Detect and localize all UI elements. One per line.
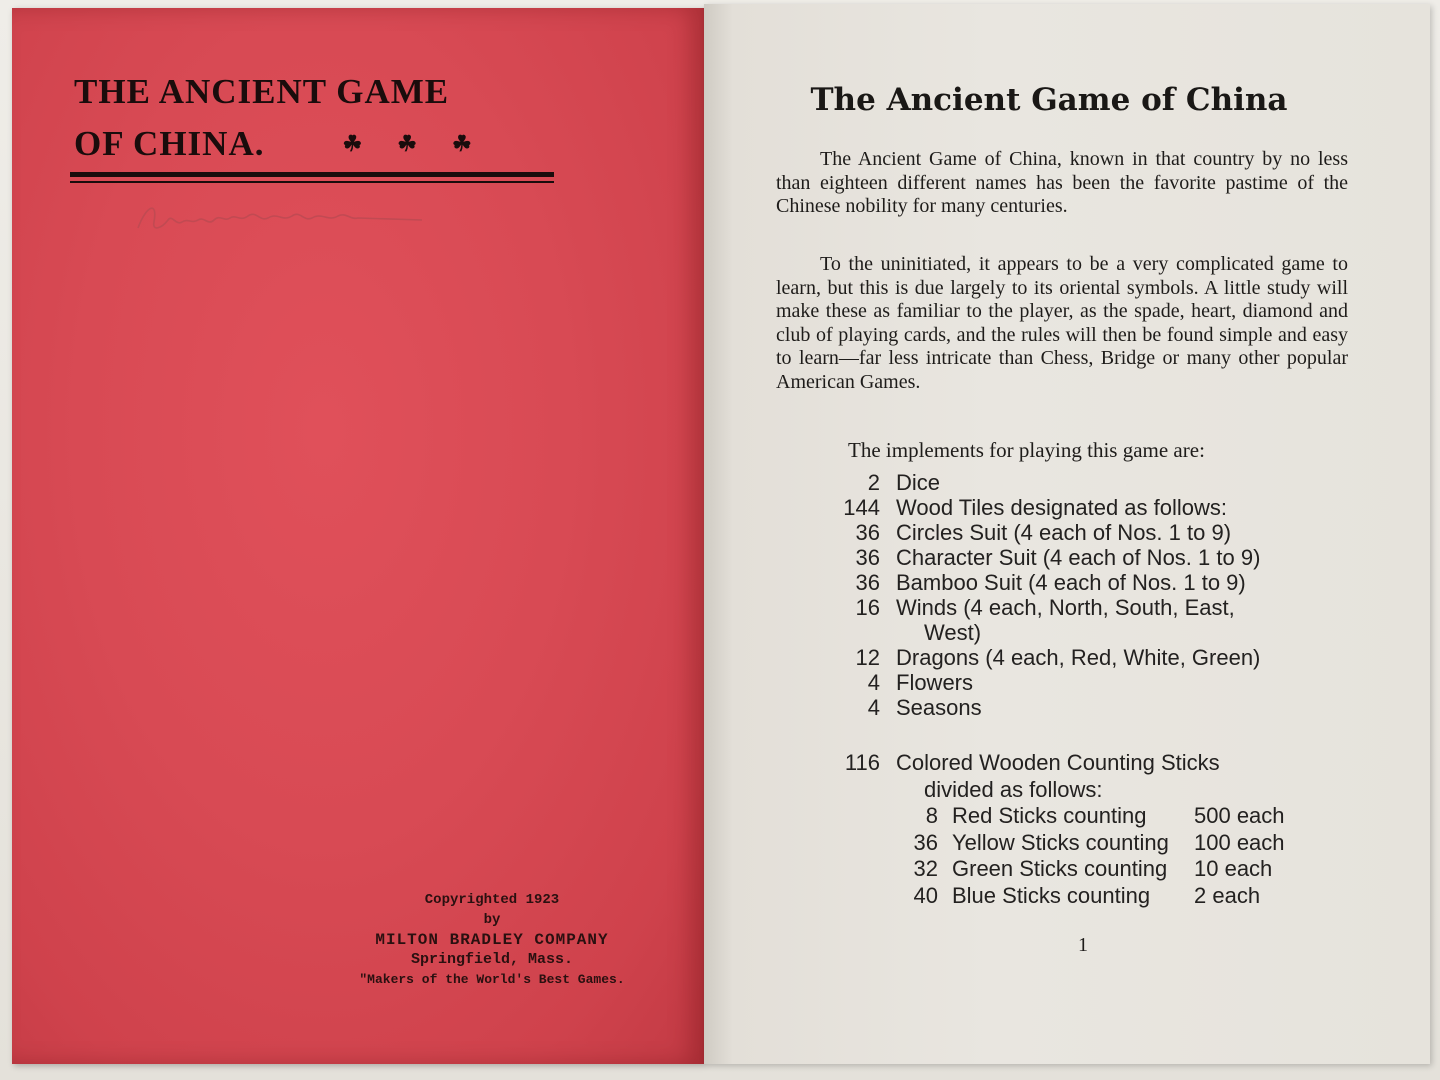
stick-label: Yellow Sticks counting: [952, 829, 1169, 855]
item-text: Circles Suit (4 each of Nos. 1 to 9): [896, 520, 1232, 545]
list-item: [842, 750, 1285, 777]
shamrock-ornament-icon: ☘: [451, 131, 473, 156]
cover-title-line1: THE ANCIENT GAME: [74, 72, 450, 111]
stick-row: [892, 856, 1285, 883]
item-text: divided as follows:: [924, 776, 1103, 802]
stick-value: 2 each: [1194, 882, 1261, 908]
item-count: [842, 777, 880, 804]
stick-count: 40: [913, 882, 938, 908]
shamrock-ornament-icon: ☘: [397, 131, 418, 156]
text-page: [704, 4, 1430, 1064]
title-rule-thick: [70, 172, 554, 177]
list-item-continuation: [842, 777, 1285, 804]
publisher-name: MILTON BRADLEY COMPANY: [375, 931, 609, 949]
list-item-continuation: [842, 620, 1260, 645]
paragraph-2: To the uninitiated, it appears to be a very complicated game to learn, but this is due largely to its oriental symbols. A little study will make these as familiar to the player, as the spade, heart, diamond and club of playing cards, and the rules will then be found simple and easy to learn—far less intricate than Chess, Bridge or many other popular American Games.: [776, 253, 1348, 393]
stick-count: 8: [925, 803, 938, 828]
item-count: 36: [855, 545, 880, 570]
item-text: Winds (4 each, North, South, East,: [896, 595, 1235, 620]
stick-value: 100 each: [1194, 829, 1285, 855]
list-item: [842, 670, 1260, 695]
item-count: 116: [844, 750, 880, 775]
publisher-city: Springfield, Mass.: [410, 951, 574, 968]
item-count: 36: [855, 520, 880, 545]
stick-row: [892, 883, 1285, 910]
shamrock-ornament-icon: ☘: [342, 131, 364, 156]
item-text: Dice: [896, 470, 941, 495]
item-count: 16: [855, 595, 880, 620]
list-item: [842, 495, 1260, 520]
publisher-motto: "Makers of the World's Best Games.: [359, 972, 625, 987]
handwritten-signature: [132, 192, 432, 242]
cover-title-line2: OF CHINA.: [74, 124, 265, 163]
page-heading: The Ancient Game of China: [810, 82, 1288, 118]
item-text: Character Suit (4 each of Nos. 1 to 9): [896, 545, 1261, 570]
stick-label: Blue Sticks counting: [952, 882, 1151, 908]
stick-value: 500 each: [1194, 803, 1285, 828]
cover-page: [12, 8, 704, 1064]
stick-value: 10 each: [1194, 856, 1273, 881]
counting-sticks-list: [842, 750, 1285, 909]
item-text: Seasons: [896, 695, 982, 720]
item-text: Colored Wooden Counting Sticks: [896, 750, 1220, 775]
cover-title: [74, 66, 554, 170]
item-count: 2: [867, 470, 880, 495]
list-item: [842, 570, 1260, 595]
stick-row: [892, 803, 1285, 830]
list-item: [842, 470, 1260, 495]
item-count: 12: [855, 645, 880, 670]
list-item: [842, 545, 1260, 570]
item-count: 4: [867, 695, 880, 720]
stick-count: 32: [913, 856, 938, 881]
item-count: 144: [843, 495, 880, 520]
item-text: Flowers: [896, 670, 974, 695]
ornaments: [342, 118, 472, 170]
stick-label: Green Sticks counting: [952, 856, 1168, 881]
copyright-text: Copyrighted 1923: [424, 892, 560, 908]
item-text: Bamboo Suit (4 each of Nos. 1 to 9): [896, 570, 1246, 595]
stick-row: [892, 830, 1285, 857]
item-count: 36: [855, 570, 880, 595]
publisher-block: [292, 890, 692, 990]
implements-intro: The implements for playing this game are:: [848, 438, 1205, 462]
stick-label: Red Sticks counting: [952, 803, 1147, 828]
page-number: 1: [1078, 934, 1088, 956]
list-item: [842, 695, 1260, 720]
paragraph-1: The Ancient Game of China, known in that country by no less than eighteen different names has been the favorite pastime of the Chinese nobility for many centuries.: [776, 148, 1348, 217]
item-count: [842, 620, 880, 645]
item-count: 4: [867, 670, 880, 695]
list-item: [842, 595, 1260, 620]
item-text: Wood Tiles designated as follows:: [896, 495, 1227, 520]
by-text: by: [483, 912, 501, 928]
title-rule-thin: [70, 181, 554, 183]
cover-title-line2-wrap: [74, 118, 554, 170]
implements-list: [842, 470, 1260, 720]
item-text: Dragons (4 each, Red, White, Green): [896, 645, 1261, 670]
stick-count: 36: [913, 829, 938, 855]
list-item: [842, 520, 1260, 545]
item-text: West): [924, 620, 982, 645]
list-item: [842, 645, 1260, 670]
